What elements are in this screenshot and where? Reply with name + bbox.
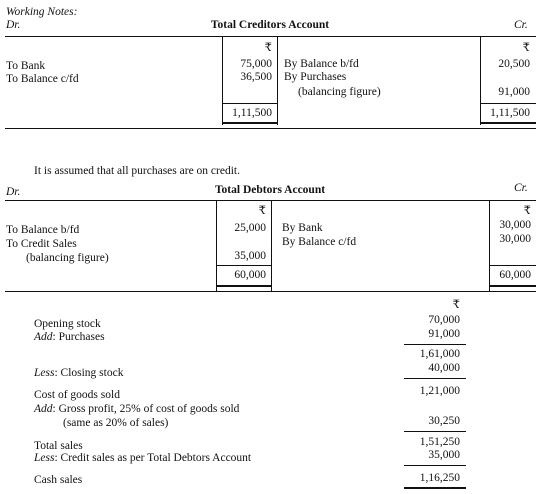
debtors-left-label: To Balance b/fd <box>6 224 80 236</box>
total-sales-rule <box>404 431 466 432</box>
gross-profit-label: : Gross profit, 25% of cost of goods sold <box>52 403 240 415</box>
debtors-right-total: 60,000 <box>499 269 531 281</box>
working-notes-heading: Working Notes: <box>6 6 78 18</box>
creditors-right-total-double-rule <box>481 122 536 124</box>
cogs-amount: 1,21,000 <box>419 385 460 397</box>
cogs-rule <box>404 378 466 379</box>
debtors-right-amount: 30,000 <box>499 233 531 245</box>
cash-sales-rule <box>404 465 466 466</box>
credit-sales-row <box>34 452 251 465</box>
creditors-left-rupee: ₹ <box>264 42 272 54</box>
opening-stock-label: Opening stock <box>34 318 101 330</box>
assumption-note: It is assumed that all purchases are on credit. <box>34 165 240 177</box>
creditors-right-rupee: ₹ <box>522 42 530 54</box>
creditors-left-label: To Bank <box>6 60 46 72</box>
debtors-cr-label: Cr. <box>514 182 528 194</box>
debtors-left-total-double-rule <box>217 285 271 287</box>
closing-stock-label: : Closing stock <box>54 367 124 379</box>
add-prefix: Add <box>34 331 53 343</box>
debtors-right-total-rule <box>490 265 536 266</box>
creditors-bottom-rule <box>5 128 536 129</box>
creditors-left-amount: 36,500 <box>240 71 272 83</box>
cash-sales-double-rule <box>404 487 466 489</box>
purchases-amount: 91,000 <box>428 328 460 340</box>
cash-sales-amount: 1,16,250 <box>419 472 460 484</box>
debtors-right-rupee: ₹ <box>523 205 531 217</box>
purchases-label: : Purchases <box>52 331 105 343</box>
creditors-title: Total Creditors Account <box>210 19 330 31</box>
less-prefix: Less <box>34 367 55 379</box>
total-sales-label: Total sales <box>34 440 83 452</box>
purchases-row <box>34 331 105 344</box>
opening-stock-amount: 70,000 <box>428 314 460 326</box>
creditors-center-divider <box>277 36 278 125</box>
creditors-right-label: By Purchases <box>284 71 347 83</box>
closing-stock-amount: 40,000 <box>428 362 460 374</box>
less-prefix: Less <box>34 452 55 464</box>
creditors-top-rule <box>5 36 536 37</box>
debtors-left-label: (balancing figure) <box>26 252 109 264</box>
add-prefix: Add <box>34 403 53 415</box>
closing-stock-row <box>34 367 123 380</box>
debtors-left-rupee: ₹ <box>258 205 266 217</box>
creditors-left-total: 1,11,500 <box>232 107 272 119</box>
debtors-right-total-double-rule <box>490 285 536 287</box>
creditors-right-amount: 20,500 <box>498 58 530 70</box>
creditors-cr-label: Cr. <box>514 19 528 31</box>
credit-sales-amount: 35,000 <box>428 449 460 461</box>
gross-profit-note: (same as 20% of sales) <box>63 417 169 429</box>
creditors-left-total-double-rule <box>223 122 277 124</box>
cash-sales-label: Cash sales <box>34 474 83 486</box>
debtors-right-amount: 30,000 <box>499 219 531 231</box>
creditors-right-label: (balancing figure) <box>298 86 381 98</box>
debtors-left-amount: 25,000 <box>234 222 266 234</box>
debtors-right-label: By Bank <box>282 222 323 234</box>
debtors-center-divider <box>271 200 272 291</box>
credit-sales-label: : Credit sales as per Total Debtors Account <box>54 452 252 464</box>
total-sales-amount: 1,51,250 <box>419 436 460 448</box>
creditors-right-total-rule <box>481 103 536 104</box>
debtors-bottom-rule <box>5 291 536 292</box>
debtors-dr-label: Dr. <box>6 186 21 198</box>
debtors-right-label: By Balance c/fd <box>282 236 357 248</box>
debtors-left-total-rule <box>217 265 271 266</box>
debtors-left-amount: 35,000 <box>234 250 266 262</box>
subtotal-rule <box>404 344 466 345</box>
creditors-right-label: By Balance b/fd <box>284 58 359 70</box>
cogs-label: Cost of goods sold <box>34 389 120 401</box>
creditors-dr-label: Dr. <box>6 19 21 31</box>
debtors-title: Total Debtors Account <box>214 184 326 196</box>
creditors-left-amount: 75,000 <box>240 58 272 70</box>
subtotal-amount: 1,61,000 <box>419 348 460 360</box>
creditors-left-label: To Balance c/fd <box>6 73 79 85</box>
creditors-right-amount: 91,000 <box>498 86 530 98</box>
creditors-right-total: 1,11,500 <box>490 107 530 119</box>
gross-profit-row <box>34 403 239 416</box>
creditors-left-total-rule <box>223 103 277 104</box>
debtors-left-total: 60,000 <box>234 269 266 281</box>
gross-profit-amount: 30,250 <box>428 415 460 427</box>
computation-rupee: ₹ <box>452 299 460 311</box>
debtors-left-label: To Credit Sales <box>6 238 77 250</box>
